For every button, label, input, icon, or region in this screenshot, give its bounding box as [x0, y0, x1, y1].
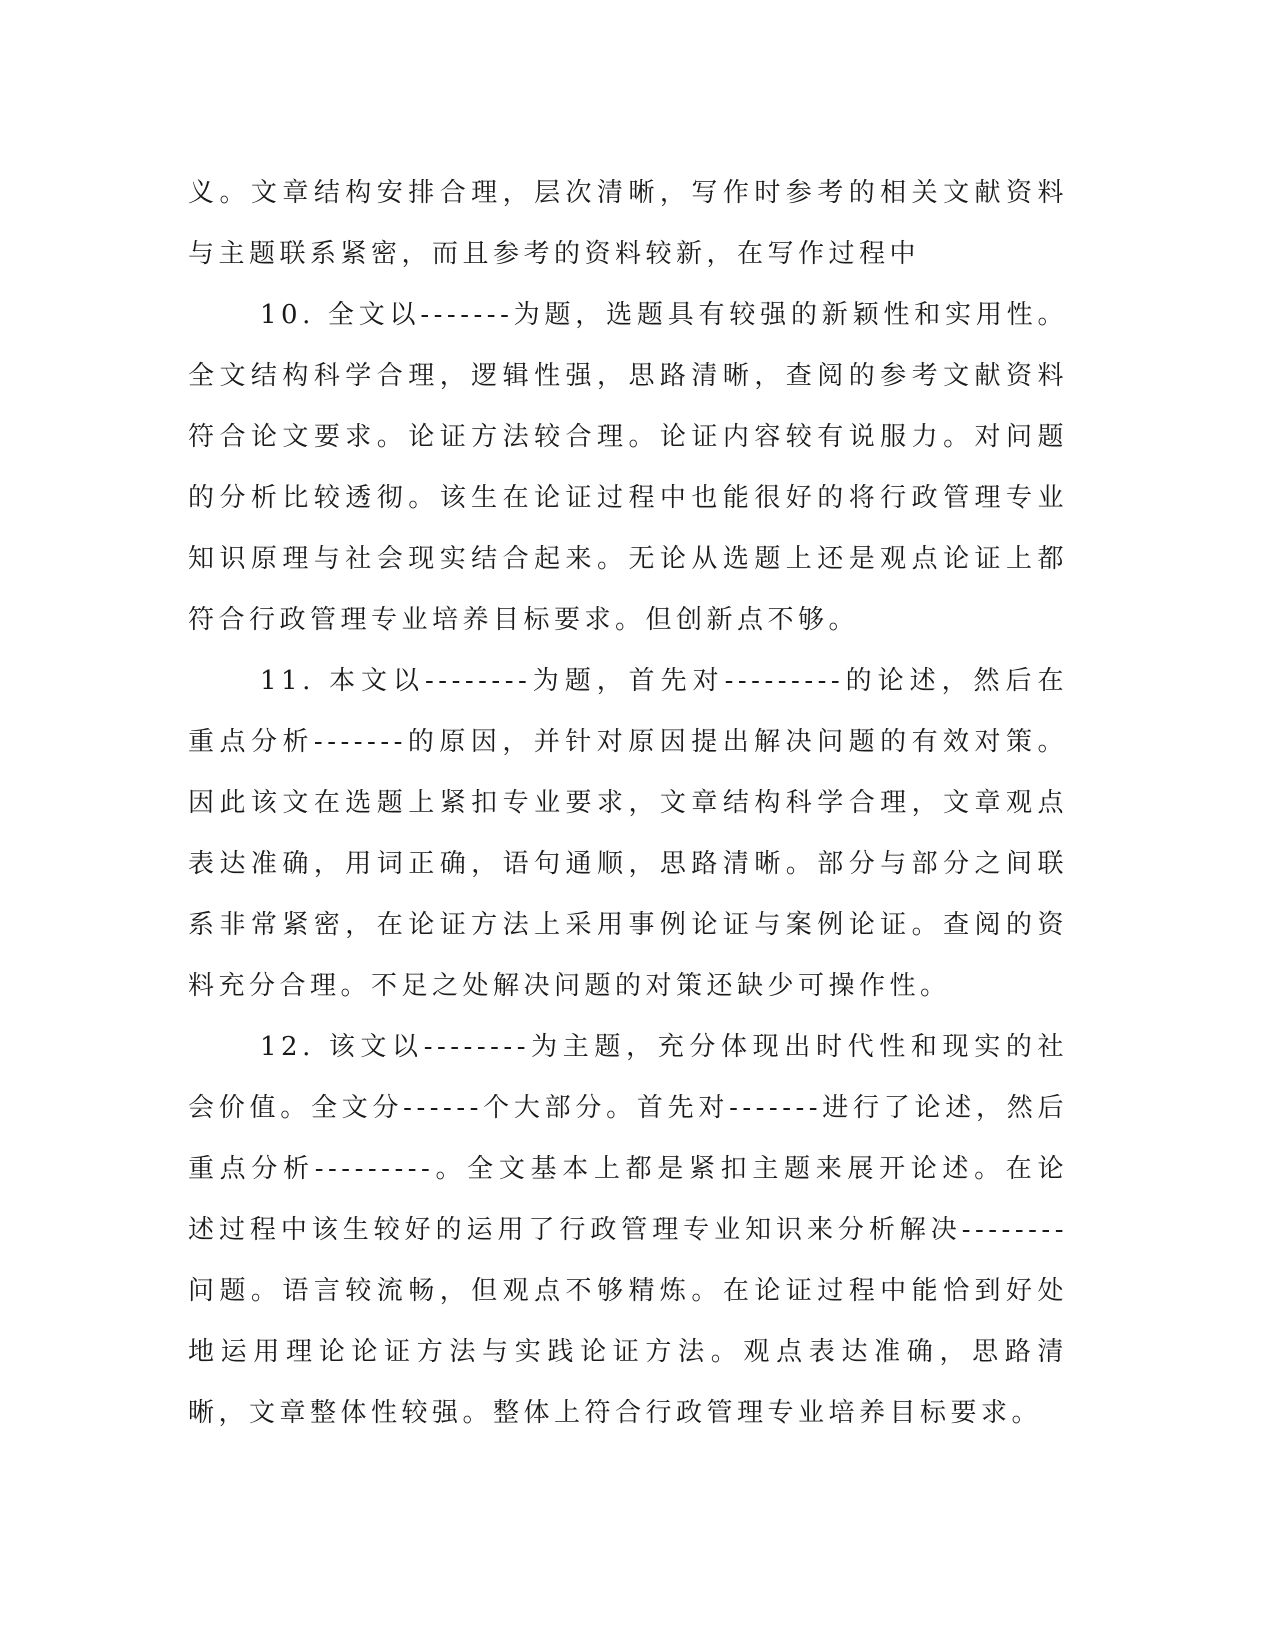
- paragraph-continuation: 义。文章结构安排合理，层次清晰，写作时参考的相关文献资料与主题联系紧密，而且参考的资料较新，在写作过程中: [188, 178, 1068, 269]
- paragraph-item-11: 11. 本文以--------为题，首先对---------的论述，然后在重点分析-------的原因，并针对原因提出解决问题的有效对策。因此该文在选题上紧扣专业要求，文章结构科学合理，文章观点表达准确，用词正确，语句通顺，思路清晰。部分与部分之间联系非常紧密，在论证方法上采用事例论证与案例论证。查阅的资料充分合理。不足之处解决问题的对策还缺少可操作性。: [188, 666, 1068, 1001]
- paragraph-item-10: 10. 全文以-------为题，选题具有较强的新颖性和实用性。全文结构科学合理，逻辑性强，思路清晰，查阅的参考文献资料符合论文要求。论证方法较合理。论证内容较有说服力。对问题的分析比较透彻。该生在论证过程中也能很好的将行政管理专业知识原理与社会现实结合起来。无论从选题上还是观点论证上都符合行政管理专业培养目标要求。但创新点不够。: [188, 300, 1068, 635]
- paragraph-item-12: 12. 该文以--------为主题，充分体现出时代性和现实的社会价值。全文分------个大部分。首先对-------进行了论述，然后重点分析---------。全文基本上都是紧扣主题来展开论述。在论述过程中该生较好的运用了行政管理专业知识来分析解决--------问题。语言较流畅，但观点不够精炼。在论证过程中能恰到好处地运用理论论证方法与实践论证方法。观点表达准确，思路清晰，文章整体性较强。整体上符合行政管理专业培养目标要求。: [188, 1032, 1068, 1428]
- document-body: [188, 163, 1068, 1444]
